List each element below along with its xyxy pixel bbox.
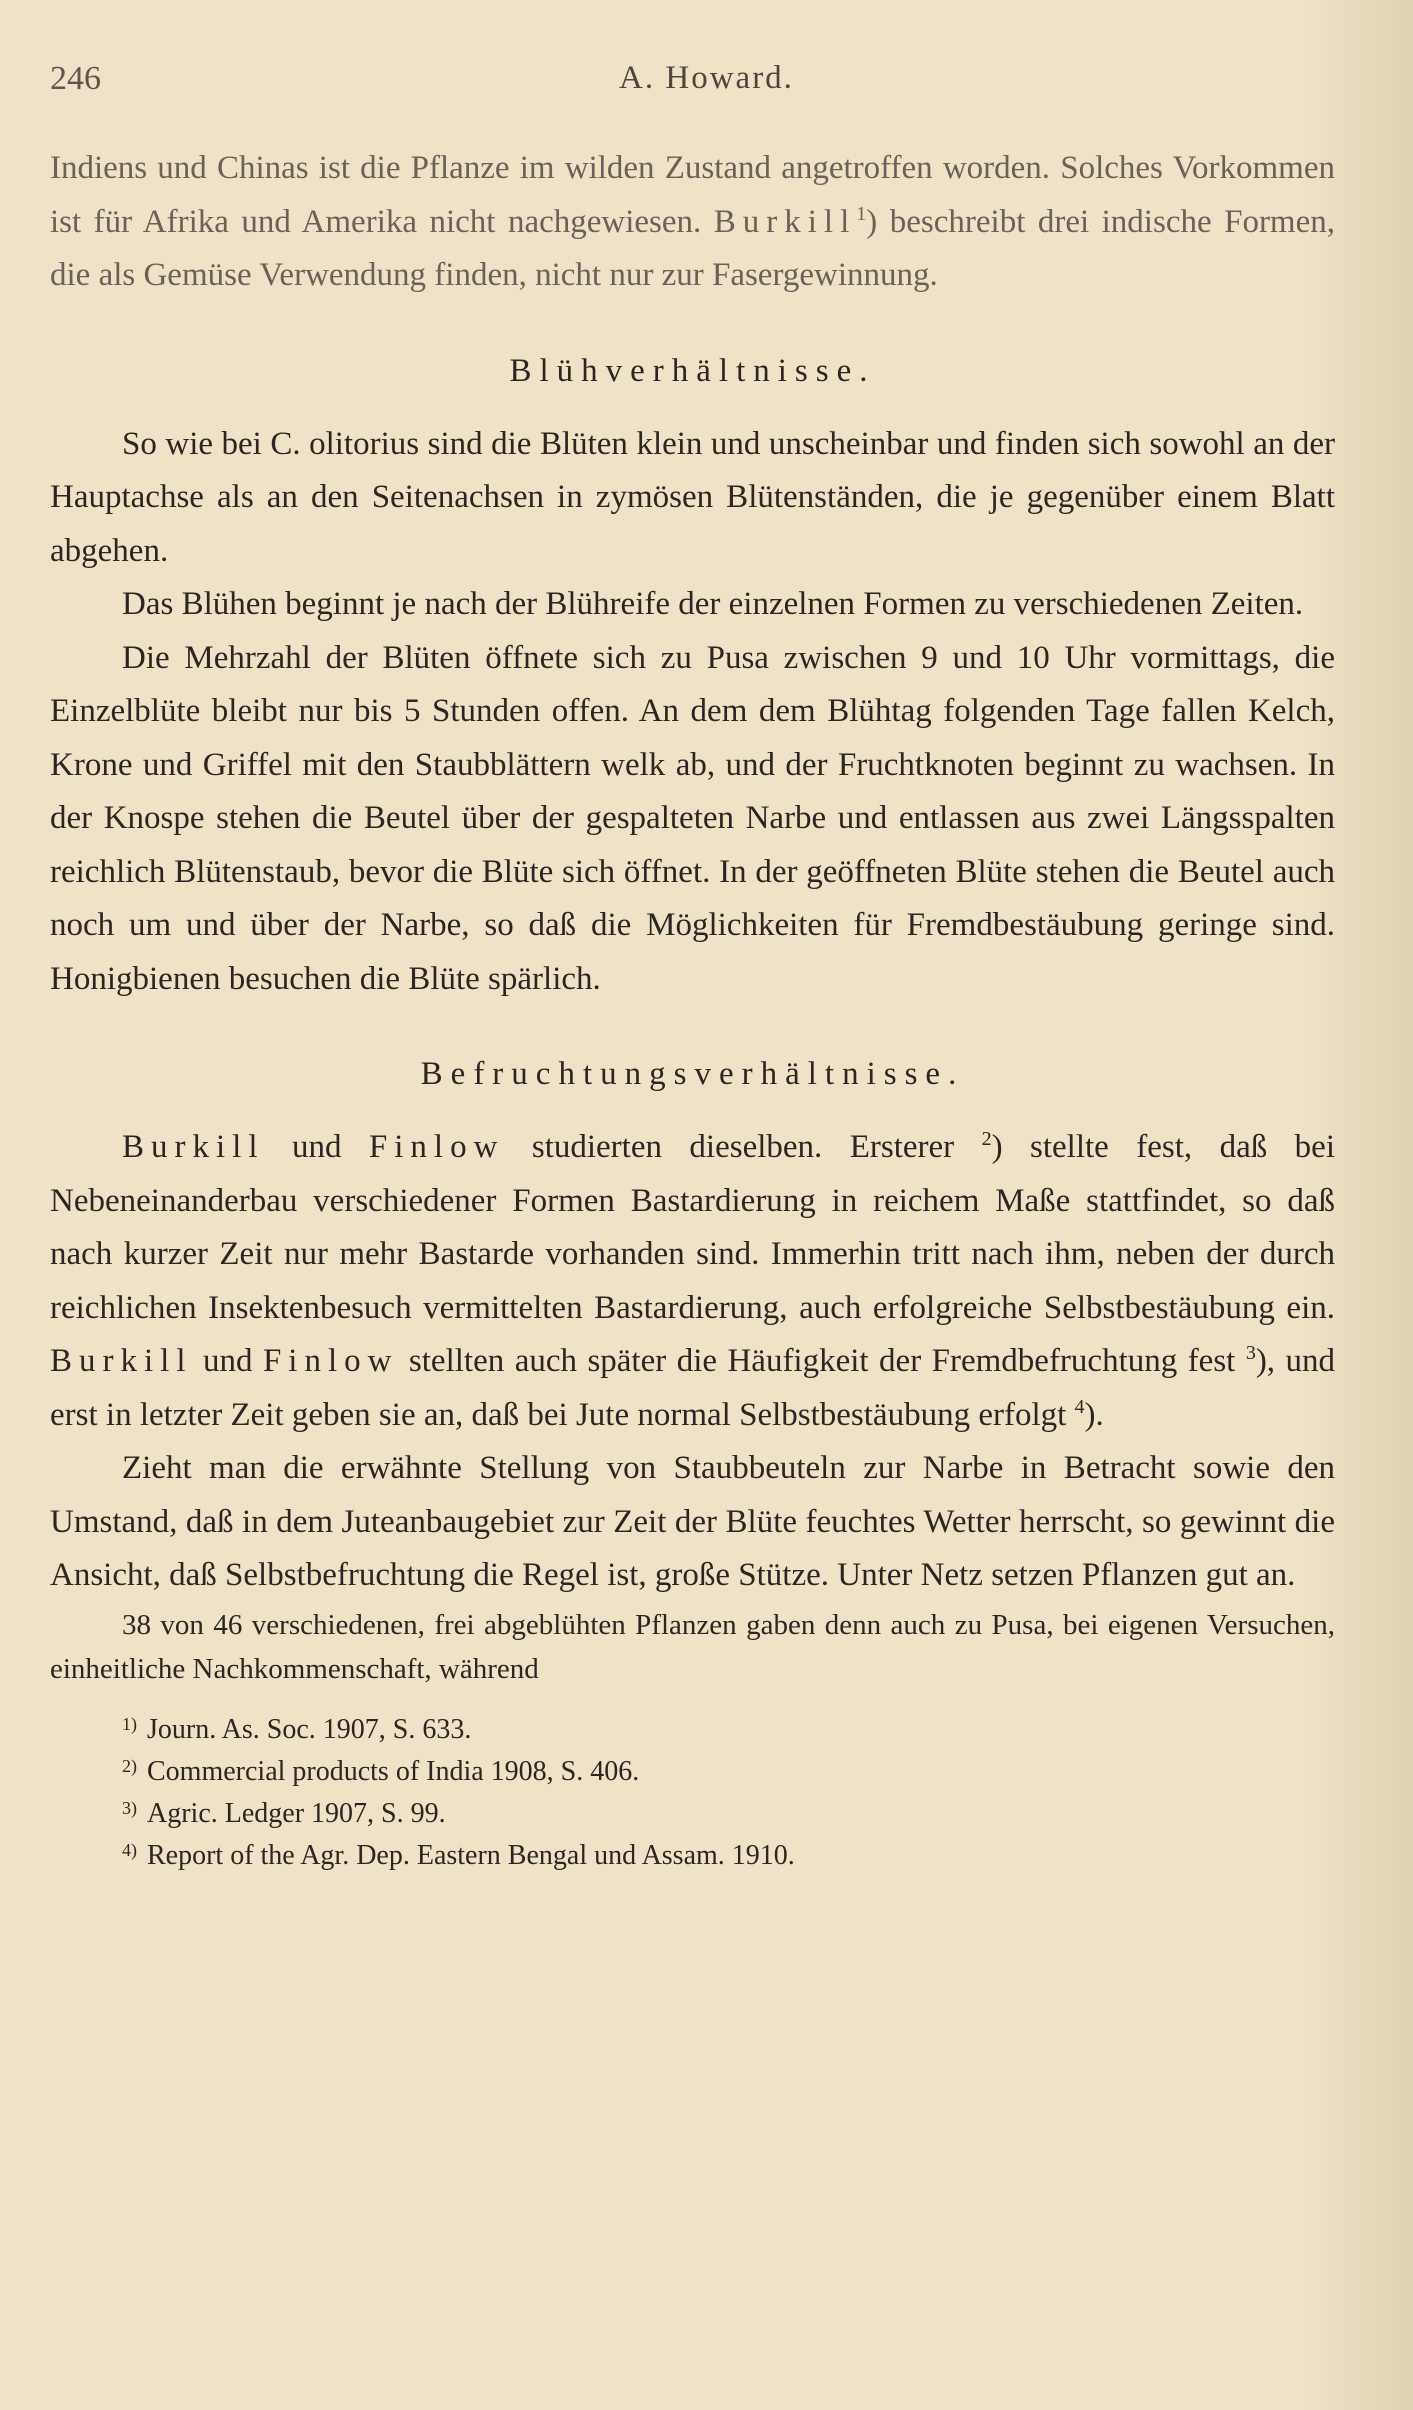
section1-paragraph-1: So wie bei C. olitorius sind die Blüten klein und unscheinbar und finden sich sowohl an der Hauptachse als an den Seitenachsen in zymösen Blütenständen, die je gegenüber einem Blatt abgehen.: [50, 425, 1335, 569]
footnote-text: Agric. Ledger 1907, S. 99.: [147, 1797, 446, 1829]
section-heading-bluehverhaeltnisse: Blühverhältnisse.: [509, 352, 876, 389]
section-heading-befruchtungsverhaeltnisse: Befruchtungsverhältnisse.: [420, 1056, 965, 1092]
text-fragment: und: [192, 1343, 263, 1379]
footnote-4: [122, 1835, 1335, 1877]
author-burkill: Burkill: [50, 1343, 193, 1379]
text-fragment: stellten auch später die Häufigkeit der Fremdbefruchtung fest: [398, 1343, 1246, 1379]
intro-text-a: Indiens und Chinas ist die Pflanze im wilden Zustand angetroffen worden. Solches Vorkommen ist für Afrika und Amerika nicht nachgewiesen.: [50, 150, 1335, 240]
footnote-text: Commercial products of India 1908, S. 406.: [147, 1755, 640, 1787]
intro-text-b: beschreibt drei indische Formen, die als Gemüse Verwendung finden, nicht nur zur Fasergewinnung.: [50, 203, 1335, 293]
author-burkill: Burkill: [713, 203, 857, 240]
author-burkill: Burkill: [122, 1129, 265, 1165]
footnote-mark: 1): [122, 1713, 137, 1734]
author-finlow: Finlow: [368, 1129, 505, 1165]
text-fragment: und: [264, 1129, 369, 1165]
footnote-mark: 3): [122, 1797, 137, 1818]
footnote-1: [122, 1709, 1335, 1751]
text-fragment: ), und erst in letzter Zeit geben sie an, daß bei Jute normal Selbstbestäubung erfolgt: [50, 1343, 1336, 1433]
footnotes: [50, 1709, 1335, 1877]
footnote-3: [122, 1793, 1335, 1835]
page-number: 246: [50, 60, 101, 97]
section1-paragraph-3: Die Mehrzahl der Blüten öffnete sich zu Pusa zwischen 9 und 10 Uhr vormittags, die Einzelblüte bleibt nur bis 5 Stunden offen. An dem dem Blühtag folgenden Tage fallen Kelch, Krone und Griffel mit den Staubblättern welk ab, und der Fruchtknoten beginnt zu wachsen. In der Knospe stehen die Beutel über der gespalteten Narbe und entlassen aus zwei Längsspalten reichlich Blütenstaub, bevor die Blüte sich öffnet. In der geöffneten Blüte stehen die Beutel auch noch um und über der Narbe, so daß die Möglichkeiten für Fremdbestäubung geringe sind. Honigbienen besuchen die Blüte spärlich.: [50, 639, 1335, 997]
page-body: [50, 142, 1335, 1877]
footnote-ref-4: 4: [1074, 1395, 1085, 1418]
footnote-ref-1: 1: [856, 202, 867, 225]
running-head: A. Howard.: [619, 60, 794, 96]
text-fragment: ).: [1084, 1396, 1104, 1433]
section2-paragraph-small: 38 von 46 verschiedenen, frei abgeblühten Pflanzen gaben denn auch zu Pusa, bei eigenen Versuchen, einheitliche Nachkommenschaft, während: [50, 1608, 1335, 1685]
text-fragment: studierten dieselben. Ersterer: [504, 1129, 982, 1165]
text-fragment: ) stellte fest, daß bei Nebeneinanderbau verschiedener Formen Bastardierung in reichem Maße stattfindet, so daß nach kurzer Zeit nur mehr Bastarde vorhanden sind. Immerhin tritt nach ihm, neben der durch reichlichen Insektenbesuch vermittelten Bastardierung, auch erfolgreiche Selbstbestäubung ein.: [50, 1129, 1335, 1326]
footnote-2: [122, 1751, 1335, 1793]
section2-paragraph-2: Zieht man die erwähnte Stellung von Staubbeuteln zur Narbe in Betracht sowie den Umstand, daß in dem Juteanbaugebiet zur Zeit der Blüte feuchtes Wetter herrscht, so gewinnt die Ansicht, daß Selbstbefruchtung die Regel ist, große Stütze. Unter Netz setzen Pflanzen gut an.: [50, 1450, 1335, 1593]
footnote-mark: 2): [122, 1755, 137, 1776]
footnote-mark: 4): [122, 1839, 137, 1860]
footnote-text: Report of the Agr. Dep. Eastern Bengal und Assam. 1910.: [147, 1839, 795, 1871]
intro-paragraph: Indiens und Chinas ist die Pflanze im wilden Zustand angetroffen worden. Solches Vorkommen ist für Afrika und Amerika nicht nachgewiesen. Burkill$^1$) beschreibt drei indische Formen, die als Gemüse Verwendung finden, nicht nur zur Fasergewinnung.: [50, 150, 1335, 293]
section1-paragraph-2: Das Blühen beginnt je nach der Blühreife der einzelnen Formen zu verschiedenen Zeiten.: [122, 586, 1304, 622]
footnote-text: Journ. As. Soc. 1907, S. 633.: [147, 1713, 472, 1745]
footnote-ref-3: 3: [1245, 1342, 1256, 1364]
footnote-ref-2: 2: [981, 1128, 992, 1150]
section2-paragraph-1: [50, 1121, 1335, 1442]
author-finlow: Finlow: [262, 1343, 399, 1379]
